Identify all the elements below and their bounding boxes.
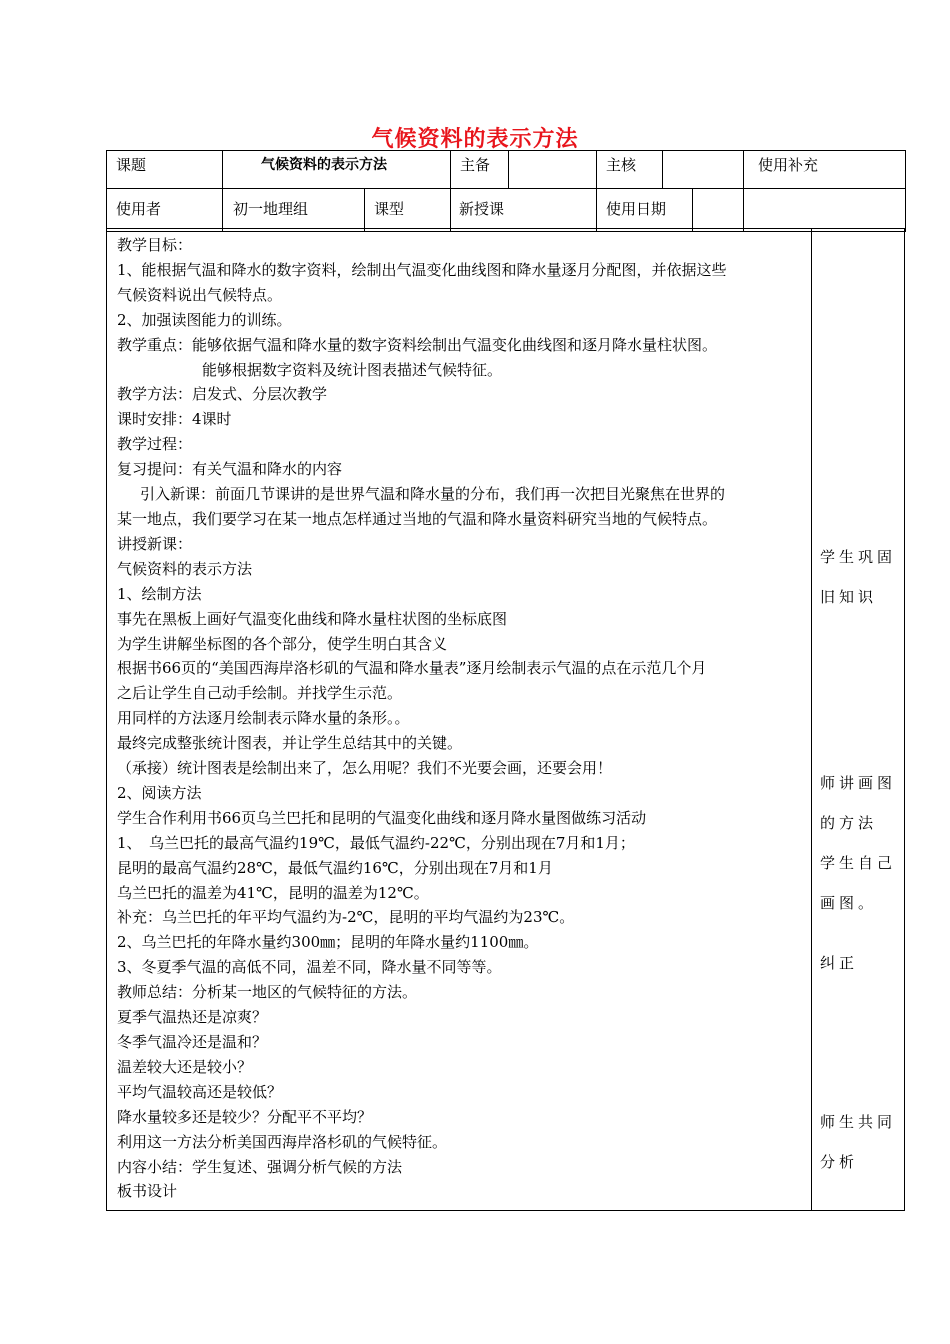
content-line: 昆明的最高气温约28℃，最低气温约16℃，分别出现在7月和1月	[117, 858, 553, 877]
header-row-2	[107, 189, 906, 232]
content-line: 根据书66页的“美国西海岸洛杉矶的气温和降水量表”逐月绘制表示气温的点在示范几个月	[117, 659, 707, 678]
user-label: 使用者	[107, 189, 223, 232]
content-line: 学生合作利用书66页乌兰巴托和昆明的气温变化曲线和逐月降水量图做练习活动	[117, 808, 647, 827]
content-line: 2、加强读图能力的训练。	[117, 310, 292, 329]
header-row-1	[107, 151, 906, 189]
content-line: 平均气温较高还是较低？	[117, 1082, 283, 1101]
content-line: 之后让学生自己动手绘制。并找学生示范。	[117, 684, 403, 703]
type-label: 课型	[364, 189, 450, 231]
content-line: 1、 乌兰巴托的最高气温约19℃，最低气温约-22℃，分别出现在7月和1月；	[117, 833, 635, 852]
content-line: 1、能根据气温和降水的数字资料，绘制出气温变化曲线图和降水量逐月分配图，并依据这些	[117, 260, 727, 279]
user-value: 初一地理组	[233, 200, 309, 218]
user-cell	[223, 189, 451, 232]
content-line: 降水量较多还是较少？分配平不平均？	[117, 1107, 373, 1126]
content-line: 气候资料的表示方法	[117, 559, 253, 578]
review-cell	[597, 151, 744, 189]
side-note-line: 师生共同	[820, 1113, 897, 1131]
content-line: 为学生讲解坐标图的各个部分，使学生明白其含义	[117, 634, 448, 653]
side-note-line: 的方法	[820, 814, 878, 832]
topic-label: 课题	[107, 151, 223, 189]
content-line: 复习提问：有关气温和降水的内容	[117, 460, 343, 479]
content-line: 用同样的方法逐月绘制表示降水量的条形。。	[117, 709, 410, 728]
side-note-line: 学生自己	[820, 854, 897, 872]
date-label: 使用日期	[606, 200, 667, 218]
header-table	[106, 150, 906, 232]
side-note-line: 分析	[820, 1153, 859, 1171]
content-line: 教师总结：分析某一地区的气候特征的方法。	[117, 983, 418, 1002]
content-line: 引入新课：前面几节课讲的是世界气温和降水量的分布，我们再一次把目光聚焦在世界的	[140, 485, 726, 504]
content-line: 1、绘制方法	[117, 584, 202, 603]
lesson-body	[106, 228, 905, 1211]
content-line: 讲授新课：	[117, 534, 193, 553]
date-cell	[597, 189, 744, 232]
column-divider	[811, 229, 812, 1210]
content-line: 温差较大还是较小？	[117, 1057, 253, 1076]
content-line: 内容小结：学生复述、强调分析气候的方法	[117, 1157, 403, 1176]
lesson-content	[117, 233, 807, 1204]
content-line: 教学目标：	[117, 236, 193, 254]
side-note-line: 画图。	[820, 894, 878, 912]
content-line: 补充：乌兰巴托的年平均气温约为-2℃，昆明的平均气温约为23℃。	[117, 908, 575, 927]
content-line: 课时安排：4课时	[117, 410, 232, 429]
content-line: 板书设计	[117, 1182, 178, 1201]
content-line: 2、阅读方法	[117, 783, 202, 802]
side-note-review	[820, 537, 900, 617]
side-note-line: 旧知识	[820, 588, 878, 606]
content-line: 气候资料说出气候特点。	[117, 285, 283, 304]
side-note-analysis	[820, 1102, 900, 1182]
content-line: 教学方法：启发式、分层次教学	[117, 385, 328, 404]
content-line: 乌兰巴托的温差为41℃，昆明的温差为12℃。	[117, 883, 429, 902]
content-line: 最终完成整张统计图表，并让学生总结其中的关键。	[117, 734, 463, 753]
content-line: 能够根据数字资料及统计图表描述气候特征。	[202, 360, 503, 379]
topic-value: 气候资料的表示方法	[223, 151, 451, 189]
date-value	[692, 189, 743, 231]
content-line: （承接）统计图表是绘制出来了，怎么用呢？我们不光要会画，还要会用！	[117, 759, 613, 778]
prep-label-text: 主备	[460, 156, 491, 174]
content-line: 3、冬夏季气温的高低不同，温差不同，降水量不同等等。	[117, 958, 502, 977]
content-line: 夏季气温热还是凉爽？	[117, 1008, 268, 1027]
content-line: 教学过程：	[117, 435, 193, 454]
review-label: 主核	[606, 156, 637, 174]
page-title: 气候资料的表示方法	[371, 127, 579, 152]
side-note-line: 纠正	[820, 954, 859, 972]
prep-value	[509, 151, 597, 189]
content-line: 教学重点：能够依据气温和降水量的数字资料绘制出气温变化曲线图和逐月降水量柱状图。	[117, 335, 718, 354]
supplement-label: 使用补充	[744, 151, 906, 189]
side-note-line: 师讲画图	[820, 774, 897, 792]
content-line: 2、乌兰巴托的年降水量约300㎜；昆明的年降水量约1100㎜。	[117, 933, 539, 952]
content-line: 利用这一方法分析美国西海岸洛杉矶的气候特征。	[117, 1132, 448, 1151]
supplement-blank	[744, 189, 906, 232]
content-line: 冬季气温冷还是温和？	[117, 1033, 268, 1051]
side-note-drawing	[820, 763, 900, 983]
prep-label	[451, 151, 509, 189]
content-line: 某一地点，我们要学习在某一地点怎样通过当地的气温和降水量资料研究当地的气候特点。	[117, 509, 718, 528]
side-note-line: 学生巩固	[820, 548, 897, 566]
review-value	[662, 151, 743, 188]
content-line: 事先在黑板上画好气温变化曲线和降水量柱状图的坐标底图	[117, 609, 508, 628]
type-cell	[451, 189, 597, 232]
type-value: 新授课	[459, 200, 505, 218]
